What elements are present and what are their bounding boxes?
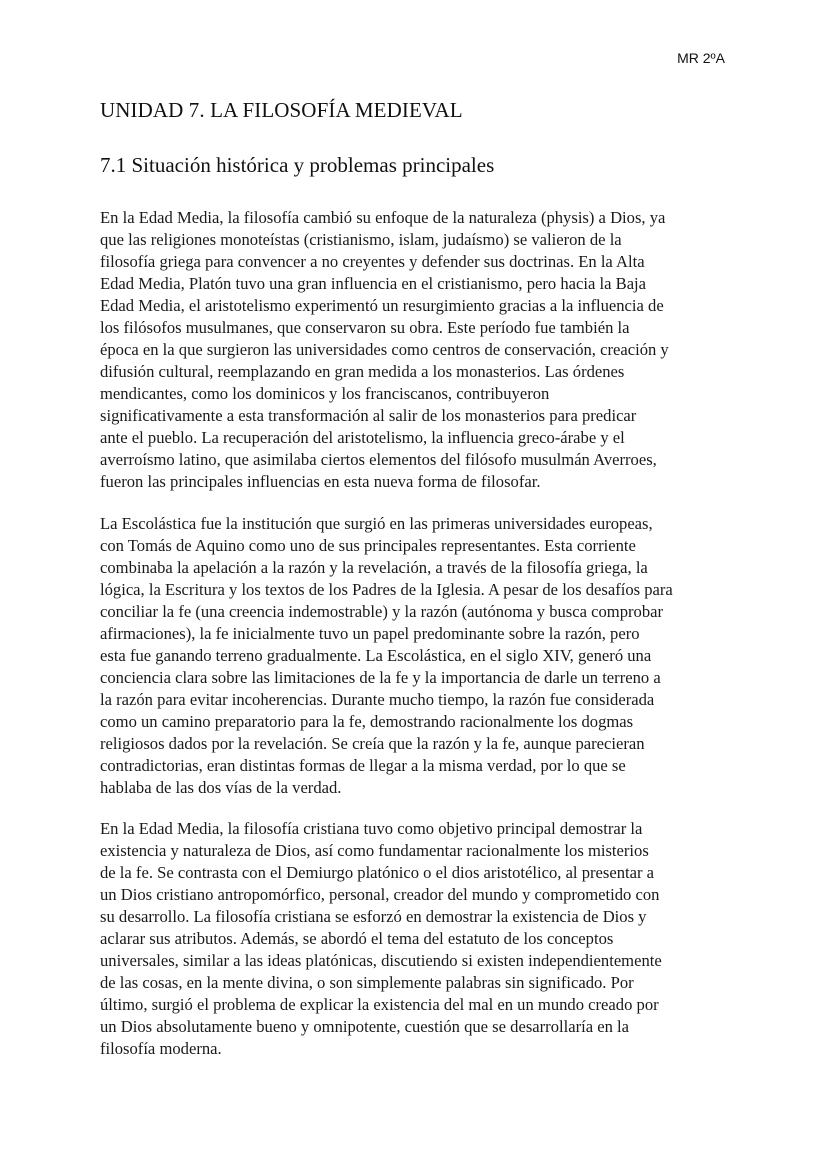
text-line: ante el pueblo. La recuperación del aristotelismo, la influencia greco-árabe y el bbox=[100, 428, 625, 447]
text-line: difusión cultural, reemplazando en gran medida a los monasterios. Las órdenes bbox=[100, 362, 625, 381]
text-line: En la Edad Media, la filosofía cambió su enfoque de la naturaleza (physis) a Dios, ya bbox=[100, 208, 666, 227]
text-line: contradictorias, eran distintas formas de llegar a la misma verdad, por lo que se bbox=[100, 756, 626, 775]
text-line: que las religiones monoteístas (cristianismo, islam, judaísmo) se valieron de la bbox=[100, 230, 622, 249]
text-line: conciencia clara sobre las limitaciones de la fe y la importancia de darle un terreno a bbox=[100, 668, 661, 687]
text-line: como un camino preparatorio para la fe, demostrando racionalmente los dogmas bbox=[100, 712, 634, 731]
text-line: mendicantes, como los dominicos y los franciscanos, contribuyeron bbox=[100, 384, 550, 403]
text-line: filosofía griega para convencer a no creyentes y defender sus doctrinas. En la Alta bbox=[100, 252, 645, 271]
text-line: afirmaciones), la fe inicialmente tuvo un papel predominante sobre la razón, pero bbox=[100, 624, 640, 643]
text-line: con Tomás de Aquino como uno de sus principales representantes. Esta corriente bbox=[100, 536, 636, 555]
text-line: esta fue ganando terreno gradualmente. La Escolástica, en el siglo XIV, generó una bbox=[100, 646, 652, 665]
text-line: universales, similar a las ideas platónicas, discutiendo si existen independientemente bbox=[100, 951, 662, 970]
text-line: de la fe. Se contrasta con el Demiurgo platónico o el dios aristotélico, al presentar a bbox=[100, 863, 655, 882]
text-line: significativamente a esta transformación al salir de los monasterios para predicar bbox=[100, 406, 637, 425]
text-line: Edad Media, el aristotelismo experimentó un resurgimiento gracias a la influencia de bbox=[100, 296, 664, 315]
text-line: averroísmo latino, que asimilaba ciertos elementos del filósofo musulmán Averroes, bbox=[100, 450, 657, 469]
text-line: época en la que surgieron las universidades como centros de conservación, creación y bbox=[100, 340, 669, 359]
text-line: existencia y naturaleza de Dios, así como fundamentar racionalmente los misterios bbox=[100, 841, 649, 860]
paragraph-scholasticism bbox=[100, 513, 730, 799]
text-line: la razón para evitar incoherencias. Durante mucho tiempo, la razón fue considerada bbox=[100, 690, 655, 709]
text-line: lógica, la Escritura y los textos de los Padres de la Iglesia. A pesar de los desafíos para bbox=[100, 580, 673, 599]
text-line: filosofía moderna. bbox=[100, 1039, 222, 1058]
text-line: hablaba de las dos vías de la verdad. bbox=[100, 778, 342, 797]
section-title: 7.1 Situación histórica y problemas principales bbox=[100, 153, 495, 177]
class-tag: MR 2ºA bbox=[677, 50, 725, 66]
text-line: conciliar la fe (una creencia indemostrable) y la razón (autónoma y busca comprobar bbox=[100, 602, 664, 621]
text-line: combinaba la apelación a la razón y la revelación, a través de la filosofía griega, la bbox=[100, 558, 648, 577]
text-line: último, surgió el problema de explicar la existencia del mal en un mundo creado por bbox=[100, 995, 659, 1014]
text-line: religiosos dados por la revelación. Se creía que la razón y la fe, aunque parecieran bbox=[100, 734, 645, 753]
text-line: aclarar sus atributos. Además, se abordó el tema del estatuto de los conceptos bbox=[100, 929, 614, 948]
text-line: un Dios cristiano antropomórfico, personal, creador del mundo y comprometido con bbox=[100, 885, 660, 904]
text-line: de las cosas, en la mente divina, o son simplemente palabras sin significado. Por bbox=[100, 973, 634, 992]
text-line: los filósofos musulmanes, que conservaron su obra. Este período fue también la bbox=[100, 318, 630, 337]
paragraph-historical-context bbox=[100, 207, 730, 493]
text-line: En la Edad Media, la filosofía cristiana tuvo como objetivo principal demostrar la bbox=[100, 819, 643, 838]
text-line: un Dios absolutamente bueno y omnipotente, cuestión que se desarrollaría en la bbox=[100, 1017, 630, 1036]
unit-title: UNIDAD 7. LA FILOSOFÍA MEDIEVAL bbox=[100, 98, 463, 122]
text-line: su desarrollo. La filosofía cristiana se esforzó en demostrar la existencia de Dios y bbox=[100, 907, 647, 926]
text-line: fueron las principales influencias en esta nueva forma de filosofar. bbox=[100, 472, 541, 491]
text-line: Edad Media, Platón tuvo una gran influencia en el cristianismo, pero hacia la Baja bbox=[100, 274, 647, 293]
text-line: La Escolástica fue la institución que surgió en las primeras universidades europeas, bbox=[100, 514, 653, 533]
paragraph-christian-philosophy bbox=[100, 818, 730, 1060]
